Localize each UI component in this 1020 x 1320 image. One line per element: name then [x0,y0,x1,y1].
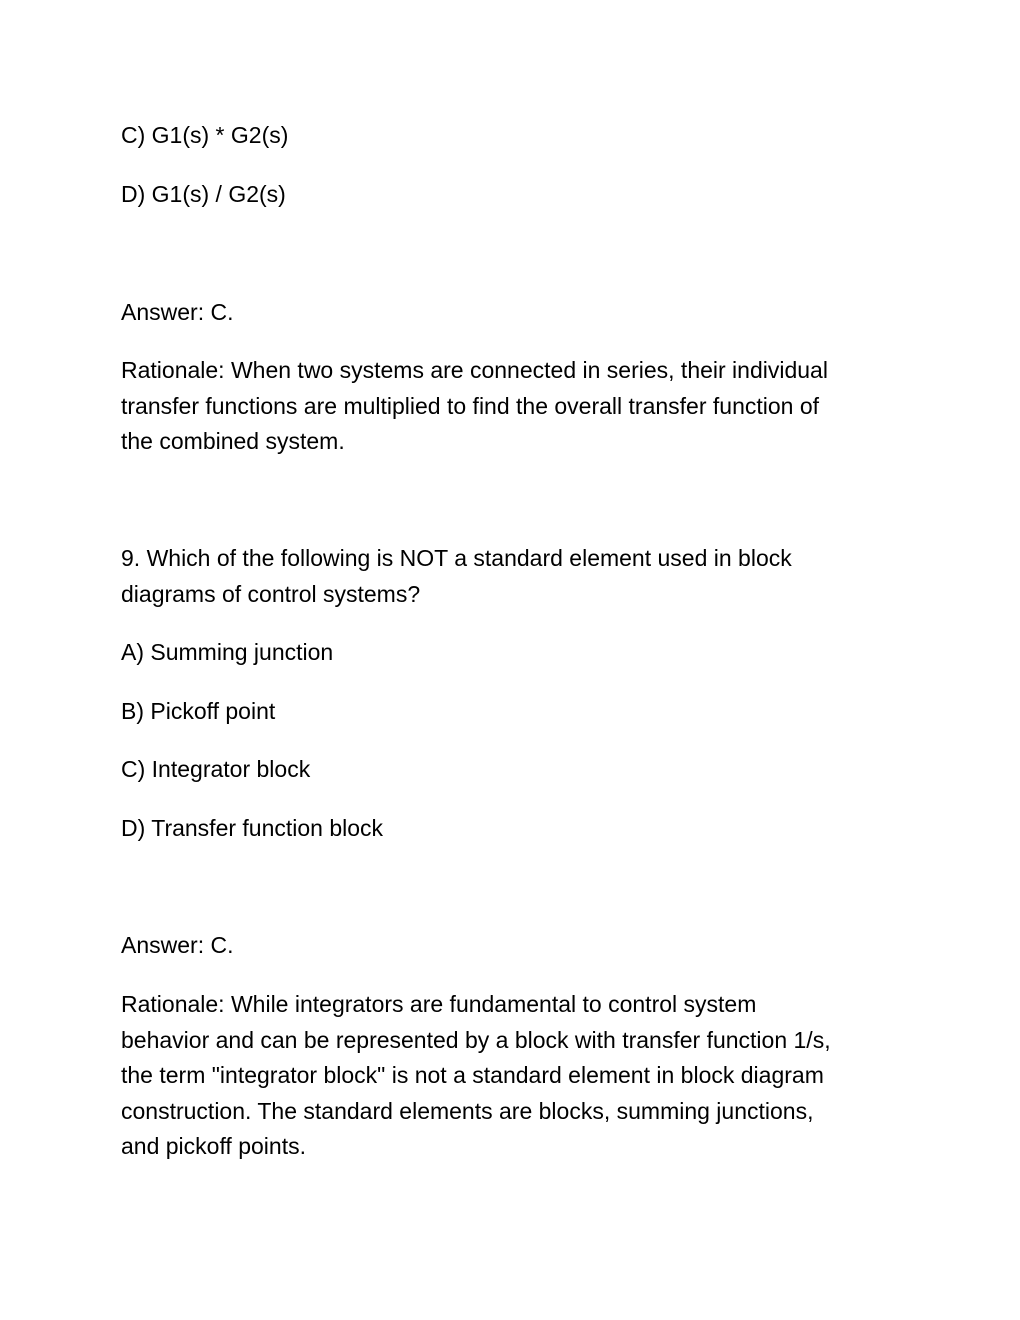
q9-option-c: C) Integrator block [121,756,311,782]
q9-question-line: 9. Which of the following is NOT a standard element used in block [121,545,792,571]
q8-option-d: D) G1(s) / G2(s) [121,181,286,207]
q9-answer: Answer: C. [121,932,234,958]
q8-rationale-line: the combined system. [121,428,345,454]
q8-option-c: C) G1(s) * G2(s) [121,122,289,148]
q9-option-b: B) Pickoff point [121,698,276,724]
q9-question-line: diagrams of control systems? [121,580,421,607]
q9-option-a: A) Summing junction [121,639,334,665]
q9-rationale [121,987,901,1165]
q8-rationale [121,353,901,460]
q8-rationale-line: Rationale: When two systems are connected in series, their individual [121,357,828,383]
q8-answer: Answer: C. [121,299,234,325]
q9-rationale-line: behavior and can be represented by a block with transfer function 1/s, [121,1026,831,1053]
q9-rationale-line: construction. The standard elements are blocks, summing junctions, [121,1097,814,1124]
q9-rationale-line: the term "integrator block" is not a standard element in block diagram [121,1062,824,1088]
q8-rationale-line: transfer functions are multiplied to find the overall transfer function of [121,392,820,419]
q9-option-d: D) Transfer function block [121,815,384,841]
q9-question [121,541,901,612]
q9-rationale-line: and pickoff points. [121,1133,306,1159]
q9-rationale-line: Rationale: While integrators are fundamental to control system [121,991,757,1017]
